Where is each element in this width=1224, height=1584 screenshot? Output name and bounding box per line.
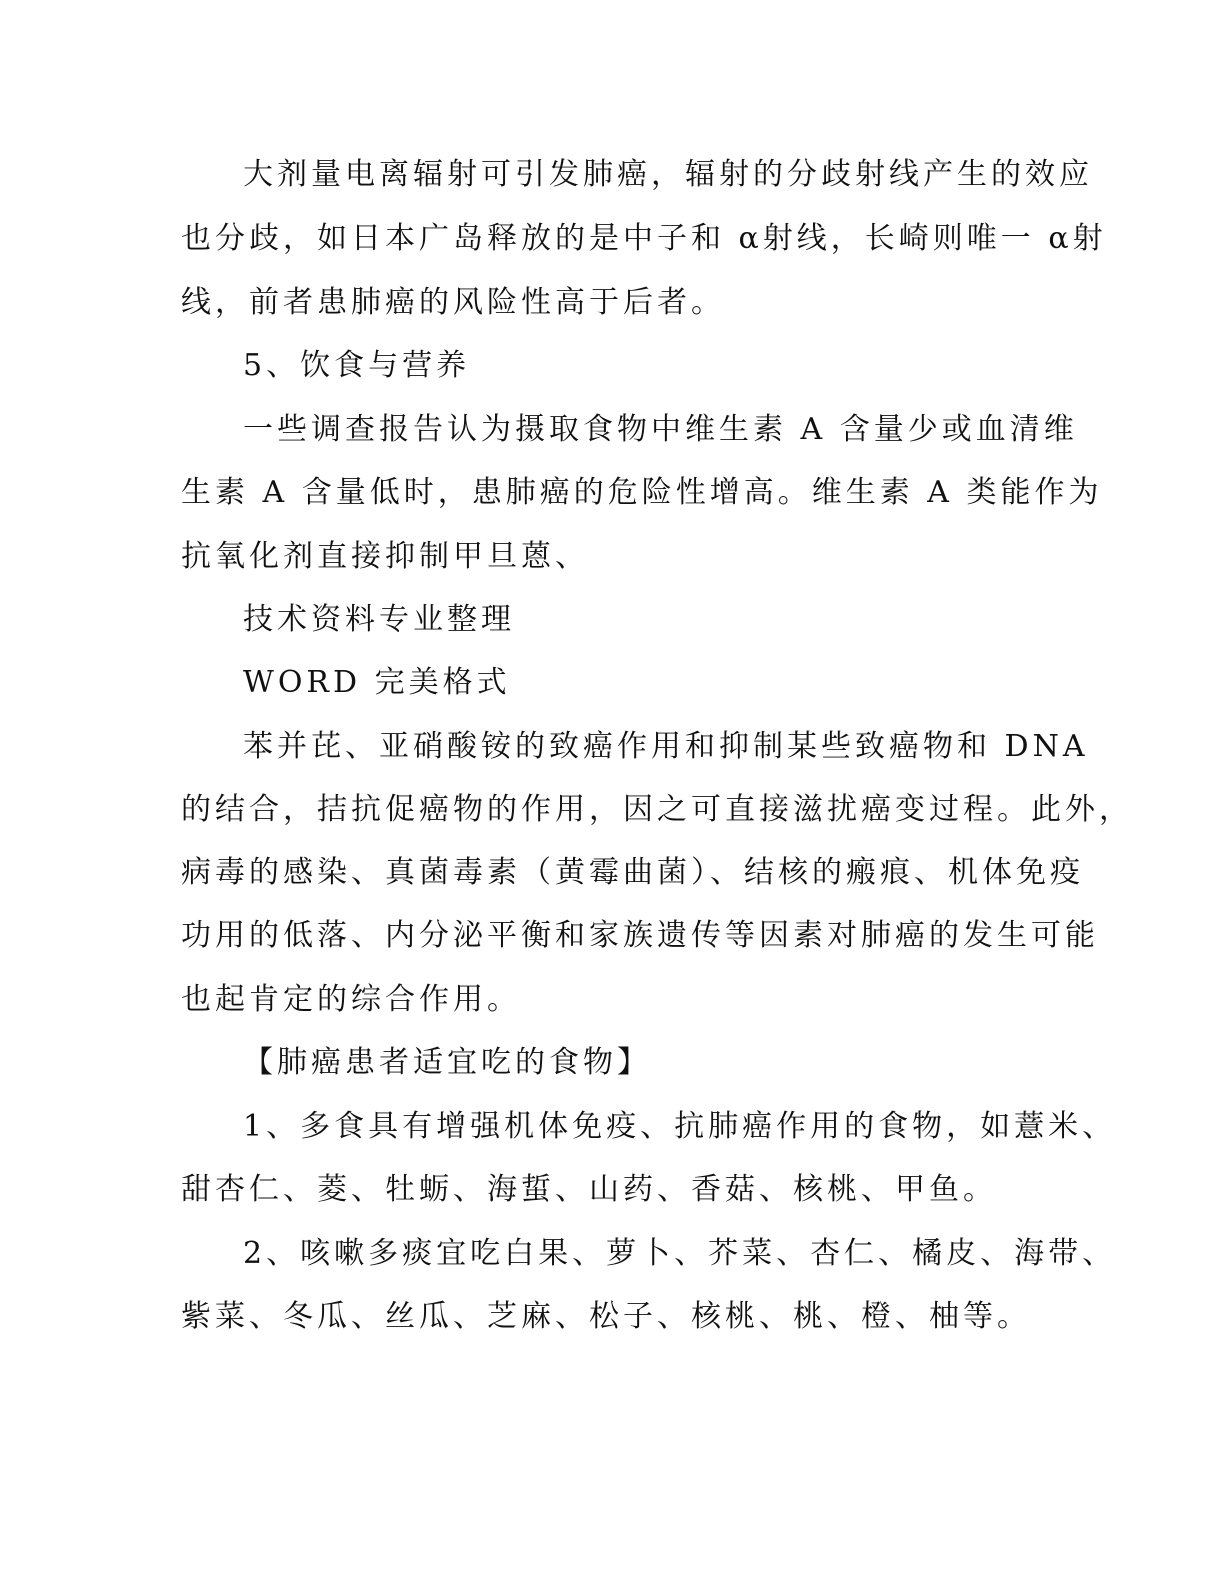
section-heading: 【肺癌患者适宜吃的食物】 xyxy=(243,1045,651,1080)
list-item-line: 紫菜、冬瓜、丝瓜、芝麻、松子、核桃、桃、橙、柚等。 xyxy=(181,1299,1031,1334)
paragraph-line: 也起肯定的综合作用。 xyxy=(181,982,521,1017)
paragraph-line: 也分歧，如日本广岛释放的是中子和 α射线，长崎则唯一 α射 xyxy=(181,221,1107,256)
header-note: WORD 完美格式 xyxy=(243,665,511,700)
paragraph-line: 病毒的感染、真菌毒素（黄霉曲菌）、结核的瘢痕、机体免疫 xyxy=(181,855,1084,890)
paragraph-line: 一些调查报告认为摄取食物中维生素 A 含量少或血清维 xyxy=(243,412,1078,447)
list-item-line: 2、咳嗽多痰宜吃白果、萝卜、芥菜、杏仁、橘皮、海带、 xyxy=(243,1236,1117,1271)
paragraph-line: 大剂量电离辐射可引发肺癌，辐射的分歧射线产生的效应 xyxy=(243,157,1093,192)
paragraph-line: 抗氧化剂直接抑制甲旦蒽、 xyxy=(181,539,589,574)
paragraph-line: 线，前者患肺癌的风险性高于后者。 xyxy=(181,285,725,320)
paragraph-line: 的结合，拮抗促癌物的作用，因之可直接滋扰癌变过程。此外， xyxy=(181,792,1133,827)
paragraph-line: 生素 A 含量低时，患肺癌的危险性增高。维生素 A 类能作为 xyxy=(181,475,1103,510)
paragraph-line: 苯并芘、亚硝酸铵的致癌作用和抑制某些致癌物和 DNA xyxy=(243,729,1089,764)
list-item-line: 甜杏仁、菱、牡蛎、海蜇、山药、香菇、核桃、甲鱼。 xyxy=(181,1172,997,1207)
footer-note: 技术资料专业整理 xyxy=(243,602,515,637)
section-heading: 5、饮食与营养 xyxy=(243,348,471,383)
list-item-line: 1、多食具有增强机体免疫、抗肺癌作用的食物，如薏米、 xyxy=(243,1109,1117,1144)
paragraph-line: 功用的低落、内分泌平衡和家族遗传等因素对肺癌的发生可能 xyxy=(181,918,1099,953)
